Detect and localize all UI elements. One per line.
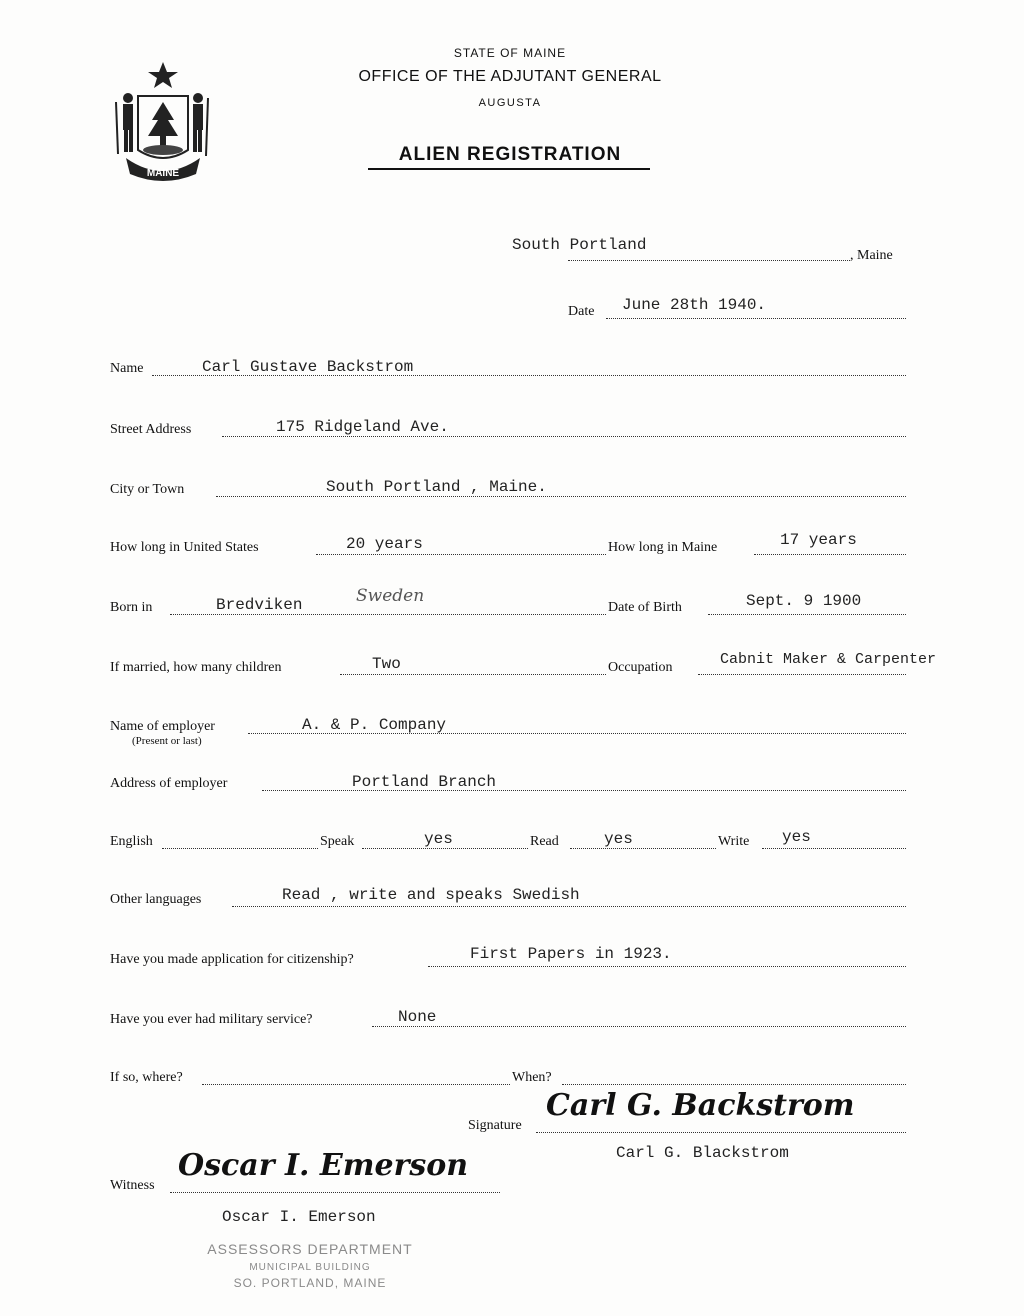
where-label: If so, where? [110, 1070, 183, 1085]
in-us-label: How long in United States [110, 540, 259, 555]
speak-line [362, 848, 528, 849]
english-line [162, 848, 318, 849]
born-line [170, 614, 606, 615]
speak-value: yes [424, 830, 453, 848]
date-value: June 28th 1940. [622, 296, 767, 314]
street-value: 175 Ridgeland Ave. [276, 418, 449, 436]
children-label: If married, how many children [110, 660, 282, 675]
speak-label: Speak [320, 834, 355, 849]
header-city: AUGUSTA [478, 97, 542, 109]
occupation-label: Occupation [608, 660, 673, 675]
citizenship-label: Have you made application for citizenship? [110, 952, 354, 967]
other-languages-line [232, 906, 906, 907]
english-label: English [110, 834, 153, 849]
children-value: Two [372, 655, 401, 673]
born-handwritten: Sweden [356, 586, 425, 606]
street-label: Street Address [110, 422, 192, 437]
street-line [222, 436, 906, 437]
stamp-line-1: ASSESSORS DEPARTMENT [207, 1241, 413, 1257]
military-label: Have you ever had military service? [110, 1012, 313, 1027]
signature-typed: Carl G. Blackstrom [616, 1144, 789, 1162]
name-value: Carl Gustave Backstrom [202, 358, 414, 376]
occupation-line [698, 674, 906, 675]
date-line [606, 318, 906, 319]
other-languages-value: Read , write and speaks Swedish [282, 886, 580, 904]
location-value: South Portland [512, 236, 647, 254]
name-label: Name [110, 361, 144, 376]
svg-text:MAINE: MAINE [146, 168, 180, 179]
signature-label: Signature [468, 1118, 522, 1133]
date-label: Date [568, 304, 595, 319]
employer-address-label: Address of employer [110, 776, 228, 791]
title-underline [368, 168, 650, 170]
city-line [216, 496, 906, 497]
signature-line [536, 1132, 906, 1133]
header-office: OFFICE OF THE ADJUTANT GENERAL [358, 68, 662, 85]
form-title: ALIEN REGISTRATION [398, 144, 622, 165]
city-label: City or Town [110, 482, 185, 497]
employer-label: Name of employer [110, 719, 215, 734]
signature-script: Carl G. Backstrom [546, 1088, 855, 1123]
stamp-line-2: MUNICIPAL BUILDING [249, 1262, 371, 1273]
maine-state-seal-icon [108, 58, 218, 188]
military-line [372, 1026, 906, 1027]
stamp-line-3: SO. PORTLAND, MAINE [233, 1276, 387, 1290]
header-state: STATE OF MAINE [453, 46, 567, 60]
read-label: Read [530, 834, 559, 849]
other-languages-label: Other languages [110, 892, 202, 907]
where-line [202, 1084, 510, 1085]
city-value: South Portland , Maine. [326, 478, 547, 496]
employer-address-value: Portland Branch [352, 773, 497, 791]
citizenship-value: First Papers in 1923. [470, 945, 672, 963]
read-value: yes [604, 830, 633, 848]
children-line [340, 674, 606, 675]
employer-value: A. & P. Company [302, 716, 447, 734]
in-maine-line [754, 554, 906, 555]
in-maine-label: How long in Maine [608, 540, 718, 555]
born-label: Born in [110, 600, 153, 615]
write-value: yes [782, 828, 811, 846]
witness-line [170, 1192, 500, 1193]
military-value: None [398, 1008, 437, 1026]
dob-line [708, 614, 906, 615]
employer-sublabel: (Present or last) [132, 735, 202, 747]
witness-typed: Oscar I. Emerson [222, 1208, 376, 1226]
dob-value: Sept. 9 1900 [746, 592, 862, 610]
occupation-value: Cabnit Maker & Carpenter [720, 651, 937, 668]
write-line [762, 848, 906, 849]
witness-label: Witness [110, 1178, 155, 1193]
when-label: When? [512, 1070, 552, 1085]
witness-script: Oscar I. Emerson [178, 1148, 469, 1183]
write-label: Write [718, 834, 750, 849]
in-us-value: 20 years [346, 535, 423, 553]
citizenship-line [428, 966, 906, 967]
in-us-line [316, 554, 606, 555]
born-value: Bredviken [216, 596, 303, 614]
read-line [570, 848, 716, 849]
location-line [568, 260, 850, 261]
location-suffix: , Maine [850, 248, 893, 263]
in-maine-value: 17 years [780, 531, 857, 549]
dob-label: Date of Birth [608, 600, 682, 615]
when-line [562, 1084, 906, 1085]
